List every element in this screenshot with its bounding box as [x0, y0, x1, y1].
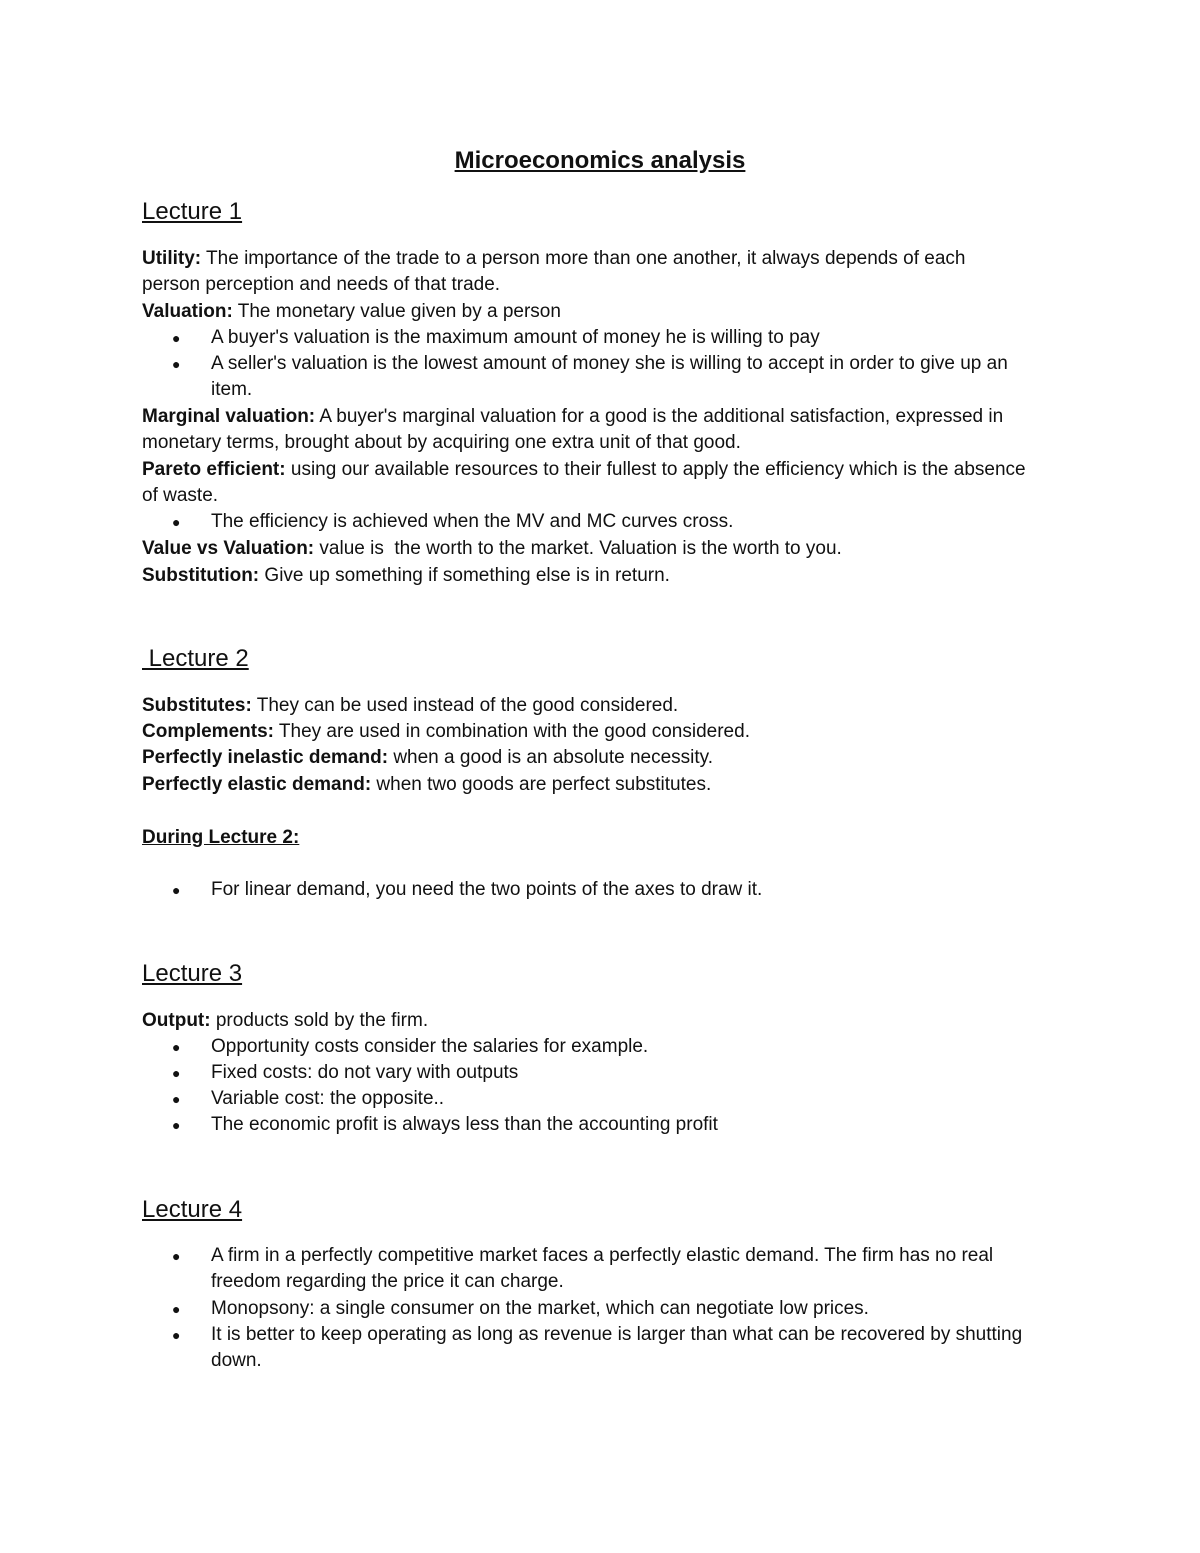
output-term: Output:	[142, 1010, 211, 1031]
bullet-icon: ●	[172, 1065, 181, 1081]
list-item: A buyer's valuation is the maximum amount of money he is willing to pay	[211, 327, 820, 348]
list-item: The economic profit is always less than the accounting profit	[211, 1114, 718, 1135]
marginal-valuation-term: Marginal valuation:	[142, 406, 316, 427]
list-item-cont: item.	[211, 379, 253, 400]
bullet-icon: ●	[172, 514, 181, 530]
inelastic-demand-definition	[142, 745, 713, 771]
list-item: For linear demand, you need the two points of the axes to draw it.	[211, 879, 763, 900]
bullet-icon: ●	[172, 1327, 181, 1343]
bullet-icon: ●	[172, 882, 181, 898]
valuation-text: The monetary value given by a person	[232, 301, 561, 322]
bullet-icon: ●	[172, 1039, 181, 1055]
substitution-term: Substitution:	[142, 565, 260, 586]
complements-term: Complements:	[142, 721, 274, 742]
lecture-3-heading: Lecture 3	[142, 960, 243, 987]
complements-definition	[142, 719, 750, 745]
bullet-icon: ●	[172, 1248, 181, 1264]
lecture-4-heading: Lecture 4	[142, 1196, 243, 1223]
substitution-definition	[142, 563, 670, 589]
substitutes-definition	[142, 693, 678, 719]
bullet-icon: ●	[172, 1117, 181, 1133]
output-text: products sold by the firm.	[210, 1010, 429, 1031]
list-item-cont: down.	[211, 1350, 262, 1371]
list-item: It is better to keep operating as long as revenue is larger than what can be recovered by shutting	[211, 1324, 1023, 1345]
elastic-demand-term: Perfectly elastic demand:	[142, 774, 372, 795]
pareto-term: Pareto efficient:	[142, 459, 286, 480]
during-lecture-2-heading: During Lecture 2:	[142, 827, 300, 848]
lecture-2-heading: Lecture 2	[142, 645, 249, 672]
marginal-valuation-definition	[142, 404, 1003, 430]
pareto-text: using our available resources to their fullest to apply the efficiency which is the absence	[285, 459, 1026, 480]
elastic-demand-text: when two goods are perfect substitutes.	[371, 774, 712, 795]
list-item: A firm in a perfectly competitive market faces a perfectly elastic demand. The firm has no real	[211, 1245, 994, 1266]
inelastic-demand-text: when a good is an absolute necessity.	[388, 747, 714, 768]
utility-definition-cont: person perception and needs of that trade.	[142, 274, 501, 295]
list-item: Monopsony: a single consumer on the market, which can negotiate low prices.	[211, 1298, 869, 1319]
lecture-1-heading: Lecture 1	[142, 198, 243, 225]
list-item: Fixed costs: do not vary with outputs	[211, 1062, 519, 1083]
substitution-text: Give up something if something else is in return.	[259, 565, 670, 586]
utility-text: The importance of the trade to a person more than one another, it always depends of each	[201, 248, 966, 269]
output-definition	[142, 1008, 428, 1034]
utility-definition	[142, 246, 965, 272]
bullet-icon: ●	[172, 1091, 181, 1107]
list-item: A seller's valuation is the lowest amount of money she is willing to accept in order to give up an	[211, 353, 1008, 374]
value-vs-valuation-text: value is the worth to the market. Valuation is the worth to you.	[314, 538, 842, 559]
bullet-icon: ●	[172, 330, 181, 346]
inelastic-demand-term: Perfectly inelastic demand:	[142, 747, 389, 768]
list-item: The efficiency is achieved when the MV and MC curves cross.	[211, 511, 734, 532]
value-vs-valuation-term: Value vs Valuation:	[142, 538, 315, 559]
complements-text: They are used in combination with the good considered.	[273, 721, 750, 742]
pareto-definition-cont: of waste.	[142, 485, 219, 506]
marginal-valuation-text: A buyer's marginal valuation for a good is the additional satisfaction, expressed in	[315, 406, 1004, 427]
substitutes-text: They can be used instead of the good considered.	[251, 695, 679, 716]
value-vs-valuation-definition	[142, 536, 842, 562]
pareto-definition	[142, 457, 1026, 483]
list-item: Variable cost: the opposite..	[211, 1088, 445, 1109]
elastic-demand-definition	[142, 772, 711, 798]
bullet-icon: ●	[172, 1301, 181, 1317]
utility-term: Utility:	[142, 248, 202, 269]
page-title: Microeconomics analysis	[454, 147, 746, 174]
valuation-term: Valuation:	[142, 301, 233, 322]
list-item: Opportunity costs consider the salaries for example.	[211, 1036, 649, 1057]
list-item-cont: freedom regarding the price it can charge.	[211, 1271, 564, 1292]
bullet-icon: ●	[172, 356, 181, 372]
substitutes-term: Substitutes:	[142, 695, 252, 716]
marginal-valuation-cont: monetary terms, brought about by acquiring one extra unit of that good.	[142, 432, 741, 453]
valuation-definition	[142, 299, 561, 325]
